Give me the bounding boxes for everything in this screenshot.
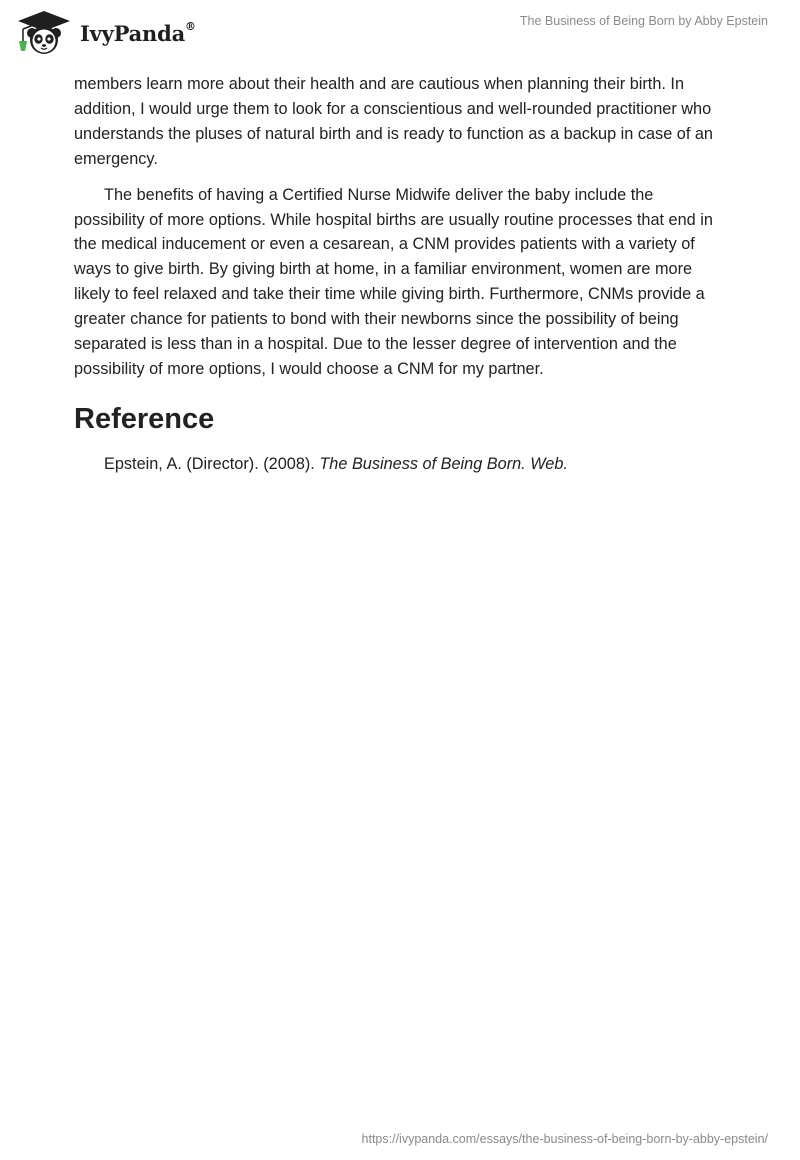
source-url[interactable]: https://ivypanda.com/essays/the-business-of-being-born-by-abby-epstein/ [361, 1132, 768, 1146]
reference-author: Epstein, A. (Director). (2008). [104, 454, 320, 473]
ivypanda-logo[interactable] [14, 8, 196, 58]
reference-title: The Business of Being Born. Web. [319, 454, 568, 473]
document-title: The Business of Being Born by Abby Epstein [519, 14, 768, 28]
registered-mark: ® [185, 19, 196, 33]
reference-entry [74, 452, 726, 476]
essay-content [74, 72, 726, 476]
page-header [0, 0, 800, 64]
panda-graduate-icon [14, 9, 74, 57]
brand-name: IvyPanda® [80, 19, 196, 46]
body-paragraph: The benefits of having a Certified Nurse Midwife deliver the baby include the possibility of more options. While hospital births are usually routine processes that end in the medical inducement or even a cesarean, a CNM provides patients with a variety of ways to give birth. By giving birth at home, in a familiar environment, women are more likely to feel relaxed and take their time while giving birth. Furthermore, CNMs provide a greater chance for patients to bond with their newborns since the possibility of being separated is less than in a hospital. Due to the lesser degree of intervention and the possibility of more options, I would choose a CNM for my partner. [74, 185, 713, 378]
reference-heading: Reference [74, 402, 215, 435]
body-paragraph: members learn more about their health and are cautious when planning their birth. In addition, I would urge them to look for a conscientious and well-rounded practitioner who understands the pluses of natural birth and is ready to function as a backup in case of an emergency. [74, 75, 713, 168]
